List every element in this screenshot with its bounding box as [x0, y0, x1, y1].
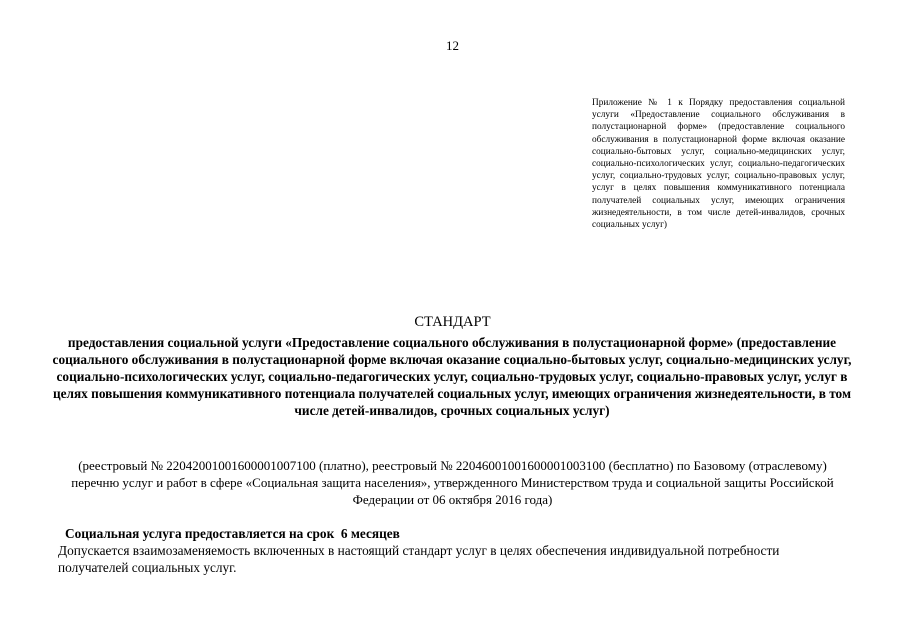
service-period: Социальная услуга предоставляется на срок 6 месяцев [65, 526, 400, 541]
interchangeability-note: Допускается взаимозаменяемость включенных в настоящий стандарт услуг в целях обеспечения индивидуальной потребности получателей социальных услуг. [58, 543, 780, 575]
standard-subtitle: предоставления социальной услуги «Предоставление социального обслуживания в полустационарной форме» (предоставление социального обслуживания в полустационарной форме включая оказание социально-бытовых услуг, социально-медицинских услуг, социально-психологических услуг, социально-педагогических услуг, социально-трудовых услуг, социально-правовых услуг, услуг в целях повышения коммуникативного потенциала получателей социальных услуг, имеющих ограничения жизнедеятельности, в том числе детей-инвалидов, срочных социальных услуг) [52, 335, 852, 418]
registry-info: (реестровый № 22042001001600001007100 (платно), реестровый № 22046001001600001003100 (бесплатно) по Базовому (отраслевому) перечню услуг и работ в сфере «Социальная защита населения», утвержденного Министерством труда и социальной защиты Российской Федерации от 06 октября 2016 года) [71, 458, 834, 507]
appendix-note: Приложение № 1 к Порядку предоставления социальной услуги «Предоставление социального обслуживания в полустационарной форме» (предоставление социального обслуживания в полустационарной форме включая оказание социально-бытовых услуг, социально-медицинских услуг, социально-психологических услуг, социально-педагогических услуг, социально-трудовых услуг, социально-правовых услуг, услуг в целях повышения коммуникативного потенциала получателей социальных услуг, имеющих ограничения жизнедеятельности, в том числе детей-инвалидов, срочных социальных услуг) [592, 98, 845, 231]
page-number: 12 [446, 38, 459, 53]
standard-title: СТАНДАРТ [414, 314, 491, 330]
